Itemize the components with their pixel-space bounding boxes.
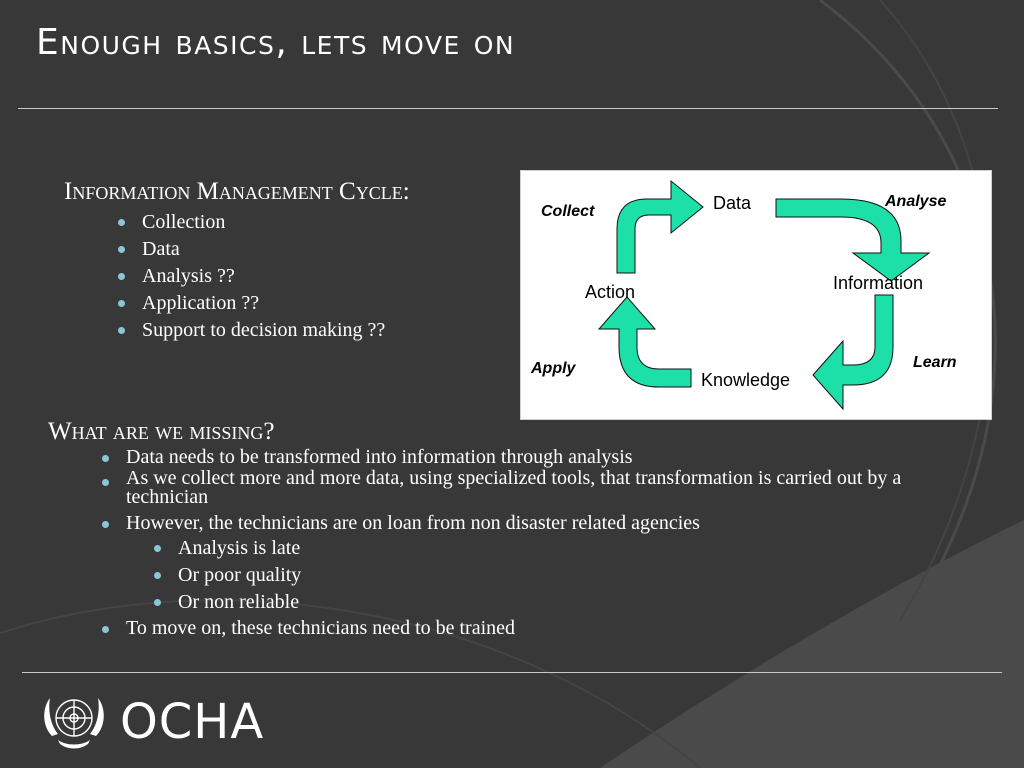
arrow-apply: [599, 297, 691, 387]
slide-title: Enough basics, lets move on: [36, 22, 516, 63]
list-item: Application ??: [114, 290, 494, 317]
sub-list-item: Or poor quality: [126, 562, 958, 589]
cycle-label-learn: Learn: [913, 354, 957, 371]
cycle-label-analyse: Analyse: [885, 193, 947, 210]
ocha-logo-text: OCHA: [120, 694, 265, 750]
cycle-label-collect: Collect: [541, 203, 595, 220]
cycle-node-data: Data: [713, 193, 752, 213]
cycle-node-information: Information: [833, 273, 924, 293]
arrow-collect: [617, 181, 703, 273]
sub-list-item: Analysis is late: [126, 535, 958, 562]
list-item: Analysis ??: [114, 263, 494, 290]
list-item: As we collect more and more data, using specialized tools, that transformation is carried out by a technician: [98, 469, 958, 511]
cycle-node-action: Action: [585, 282, 636, 302]
cycle-label-apply: Apply: [531, 360, 576, 377]
footer-divider: [22, 672, 1002, 673]
list-item: Data: [114, 236, 494, 263]
arrow-learn: [813, 295, 893, 409]
title-divider: [18, 108, 998, 109]
list-item: Data needs to be transformed into information through analysis: [98, 445, 958, 469]
sub-bullet-list: [126, 535, 958, 616]
section-heading-missing: What are we missing?: [48, 418, 275, 445]
cycle-diagram: [520, 170, 992, 420]
list-item: Support to decision making ??: [114, 317, 494, 344]
arrow-analyse: [776, 199, 929, 281]
un-emblem-icon: [38, 690, 110, 752]
sub-list-item: Or non reliable: [126, 589, 958, 616]
list-item: To move on, these technicians need to be trained: [98, 616, 958, 640]
cycle-node-knowledge: Knowledge: [701, 370, 791, 390]
list-item: Collection: [114, 209, 494, 236]
list-item-text: However, the technicians are on loan from non disaster related agencies: [126, 512, 700, 534]
missing-bullet-list: [98, 445, 958, 640]
list-item: [98, 511, 958, 616]
section-heading-cycle: Information Management Cycle:: [64, 178, 410, 205]
cycle-bullet-list: [114, 209, 494, 344]
